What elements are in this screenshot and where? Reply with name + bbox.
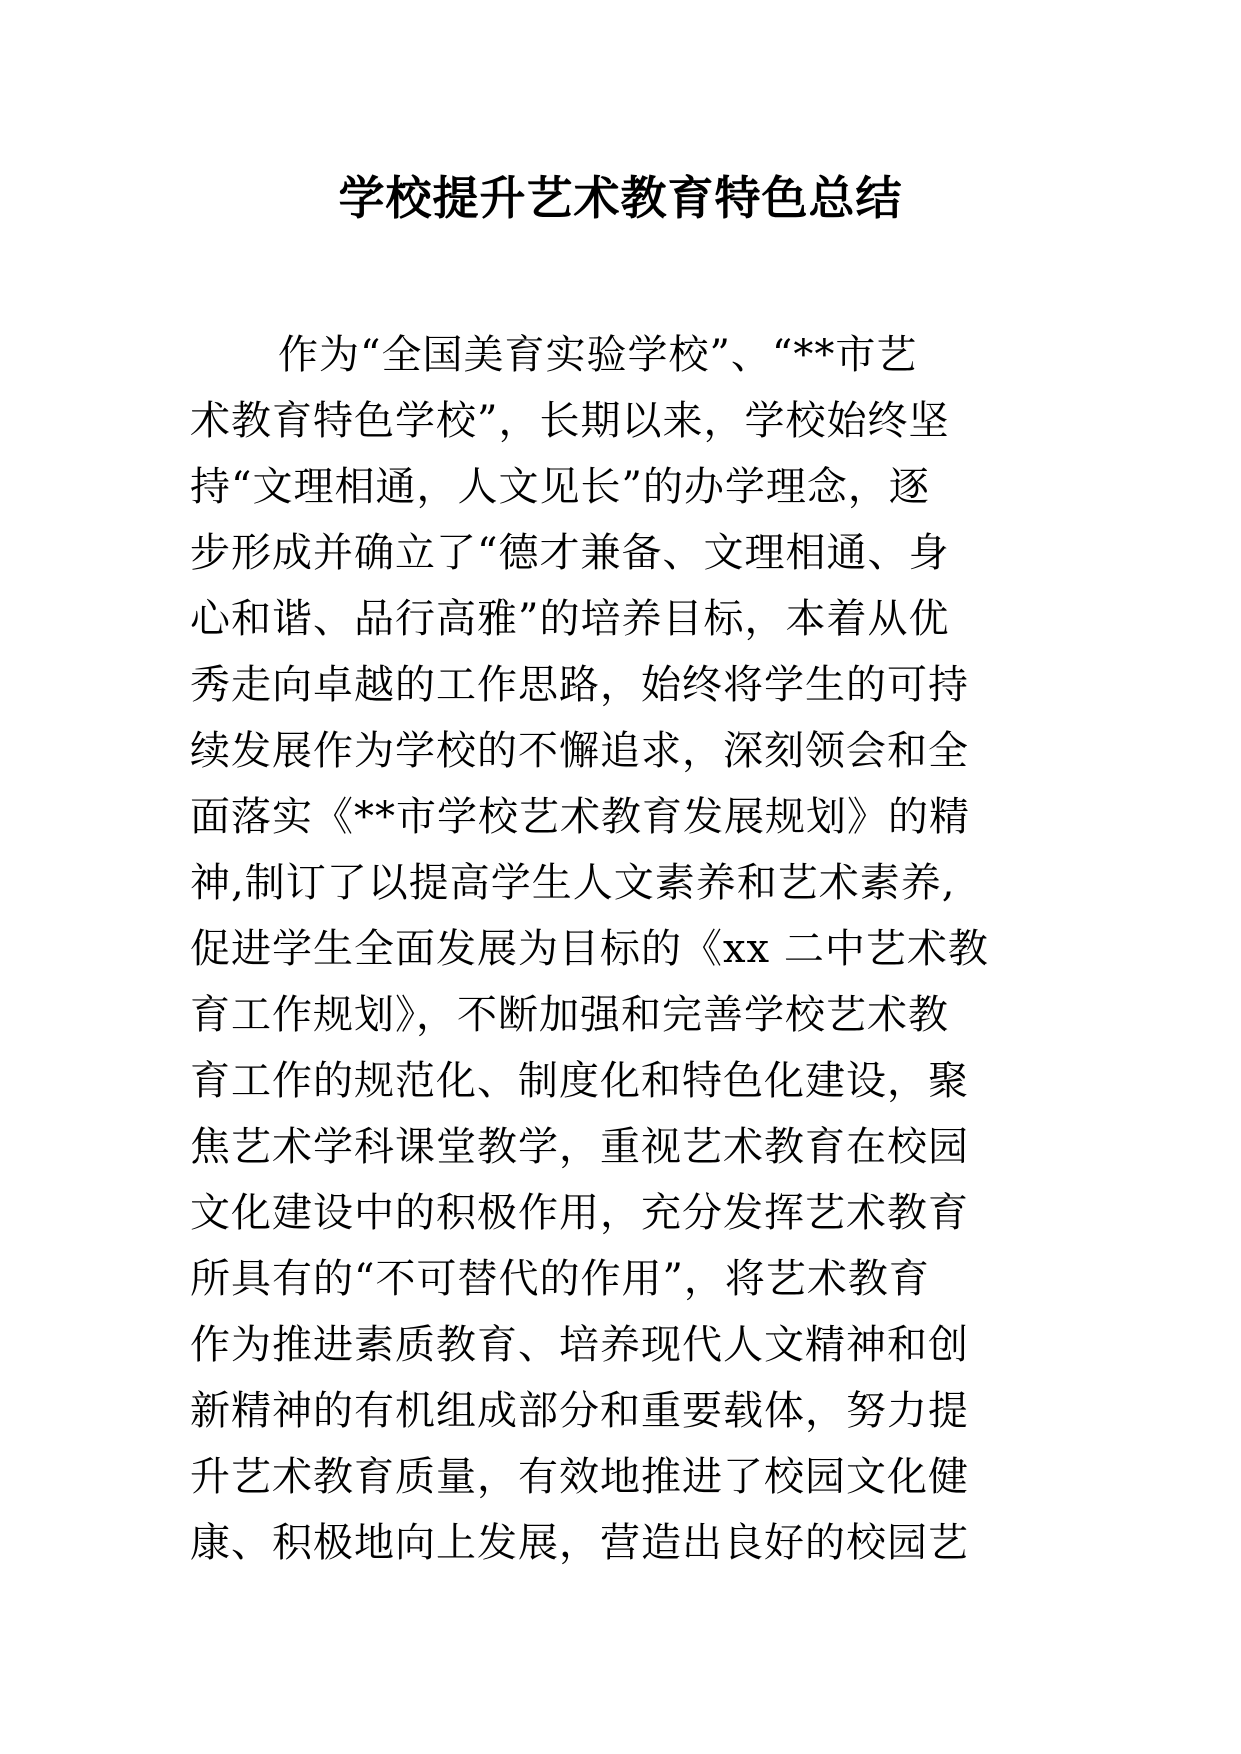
body-line: 持“文理相通，人文见长”的办学理念，逐 — [190, 464, 930, 510]
body-line: 文化建设中的积极作用，充分发挥艺术教育 — [190, 1190, 969, 1236]
body-line: 升艺术教育质量，有效地推进了校园文化健 — [190, 1454, 969, 1500]
body-line: 续发展作为学校的不懈追求，深刻领会和全 — [190, 728, 969, 774]
document-title: 学校提升艺术教育特色总结 — [338, 171, 903, 225]
body-line: 作为“全国美育实验学校”、“**市艺 — [278, 332, 918, 378]
document-body — [190, 322, 1070, 1576]
body-line: 秀走向卓越的工作思路，始终将学生的可持 — [190, 662, 969, 708]
body-line: 作为推进素质教育、培养现代人文精神和创 — [190, 1322, 969, 1368]
body-line: 心和谐、品行高雅”的培养目标，本着从优 — [190, 596, 950, 642]
body-line: 焦艺术学科课堂教学，重视艺术教育在校园 — [190, 1124, 969, 1170]
body-line: 育工作规划》，不断加强和完善学校艺术教 — [190, 992, 949, 1038]
body-line: 术教育特色学校”，长期以来，学校始终坚 — [190, 398, 950, 444]
body-line: 新精神的有机组成部分和重要载体，努力提 — [190, 1388, 969, 1434]
body-line: 步形成并确立了“德才兼备、文理相通、身 — [190, 530, 950, 576]
body-line: 神,制订了以提高学生人文素养和艺术素养, — [190, 860, 956, 906]
body-line: 育工作的规范化、制度化和特色化建设，聚 — [190, 1058, 969, 1104]
body-line: 所具有的“不可替代的作用”，将艺术教育 — [190, 1256, 930, 1302]
body-line: 康、积极地向上发展，营造出良好的校园艺 — [190, 1520, 969, 1566]
body-line: 促进学生全面发展为目标的《xx 二中艺术教 — [190, 926, 989, 972]
body-line: 面落实《**市学校艺术教育发展规划》的精 — [190, 794, 970, 840]
